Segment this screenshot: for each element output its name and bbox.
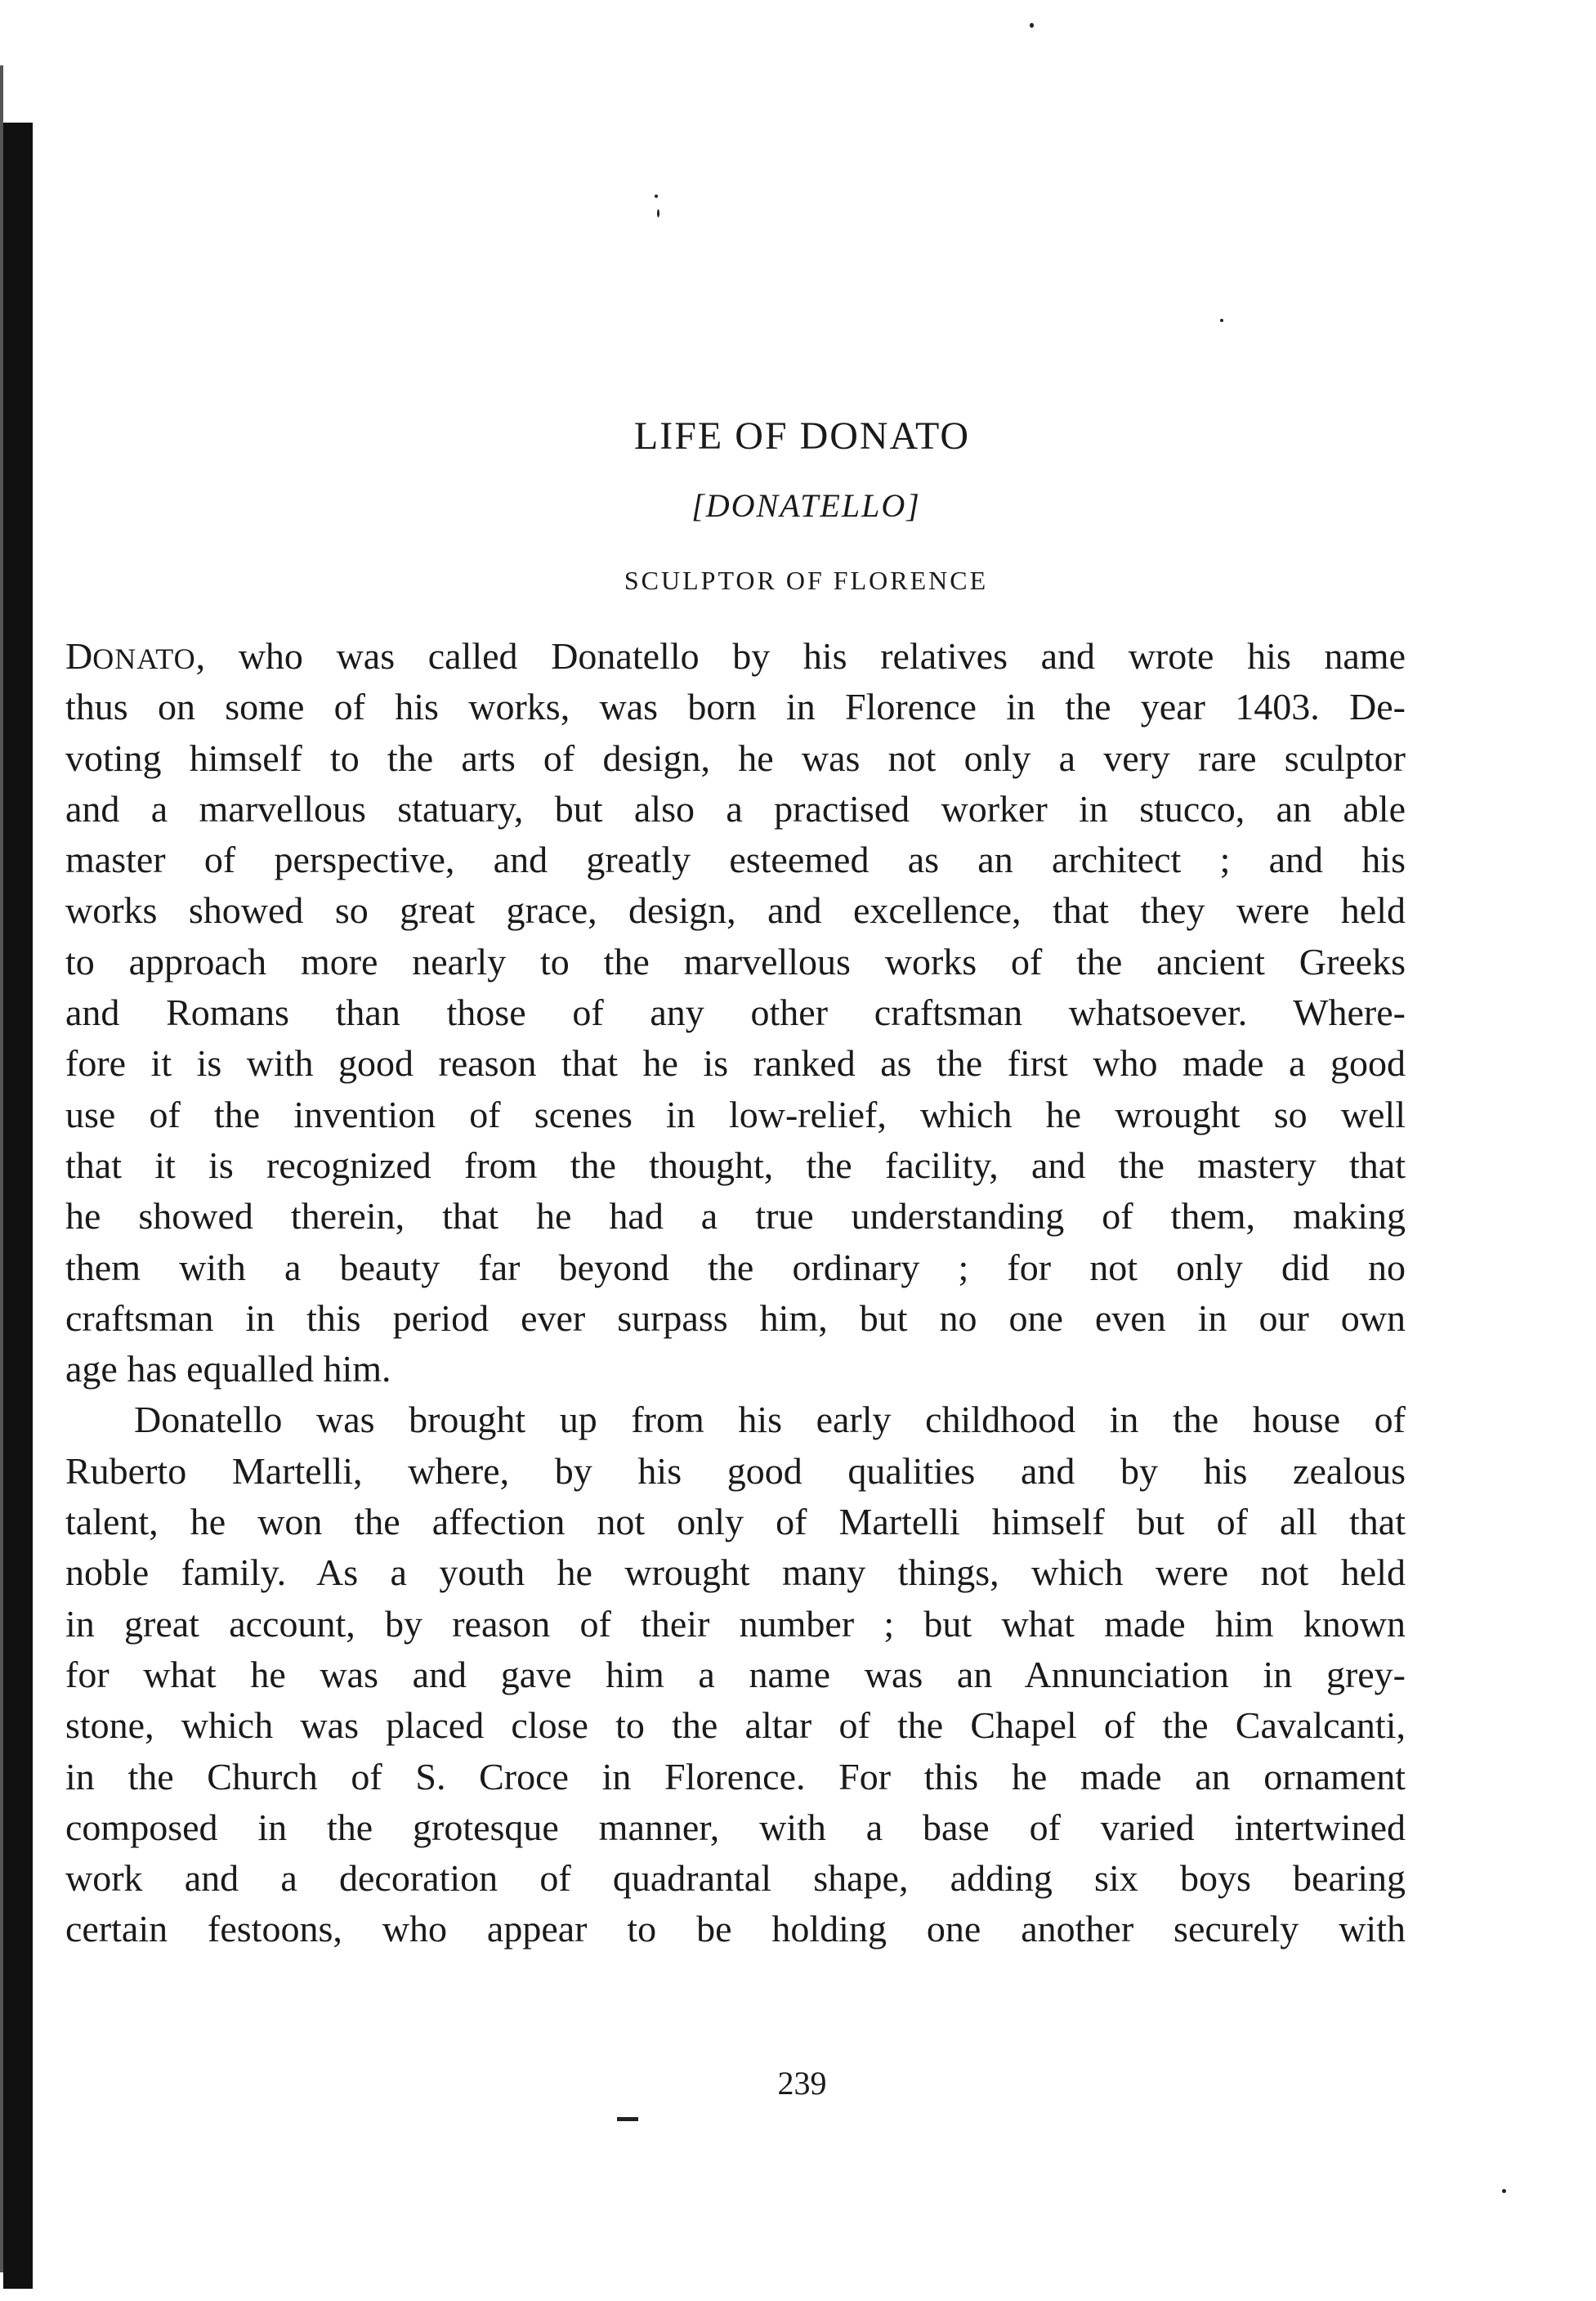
page-number: 239 <box>777 2065 827 2102</box>
drop-cap: D <box>65 635 93 677</box>
ink-speck <box>1030 23 1034 28</box>
text-line: in the Church of S. Croce in Florence. For this he made an ornament <box>65 1755 1406 1797</box>
text-line: and a marvellous statuary, but also a practised worker in stucco, an able <box>65 787 1406 830</box>
text-line: work and a decoration of quadrantal shape, adding six boys bearing <box>65 1857 1406 1900</box>
text-line: talent, he won the affection not only of Martelli himself but of all that <box>65 1501 1406 1543</box>
paragraph-2 <box>65 1394 1406 1954</box>
text-line: master of perspective, and greatly esteemed as an architect ; and his <box>65 839 1406 881</box>
chapter-title: LIFE OF DONATO <box>633 414 971 458</box>
text-line: that it is recognized from the thought, the facility, and the mastery that <box>65 1144 1406 1186</box>
paragraph-1 <box>65 631 1406 1394</box>
text-line: to approach more nearly to the marvellous works of the ancient Greeks <box>65 940 1406 983</box>
print-mark <box>617 2117 638 2121</box>
text-line: in great account, by reason of their number ; but what made him known <box>65 1602 1406 1645</box>
text-line: use of the invention of scenes in low-relief, which he wrought so well <box>65 1093 1406 1135</box>
text-line <box>65 631 1406 682</box>
text-line: Donatello was brought up from his early childhood in the house of <box>134 1399 1406 1441</box>
first-line-rest: ONATO, who was called Donatello by his relatives and wrote his name <box>92 635 1406 677</box>
ink-speck <box>1220 319 1223 322</box>
text-line: stone, which was placed close to the altar of the Chapel of the Cavalcanti, <box>65 1704 1406 1747</box>
text-line: works showed so great grace, design, and excellence, that they were held <box>65 889 1406 932</box>
ink-speck <box>657 209 659 217</box>
ink-speck <box>655 195 658 198</box>
text-line: for what he was and gave him a name was an Annunciation in grey- <box>65 1653 1406 1695</box>
chapter-description: SCULPTOR OF FLORENCE <box>624 566 989 595</box>
text-line: certain festoons, who appear to be holding one another securely with <box>65 1908 1406 1950</box>
text-line: age has equalled him. <box>65 1348 391 1390</box>
text-line: craftsman in this period ever surpass him, but no one even in our own <box>65 1296 1406 1339</box>
body-text <box>65 631 1406 1955</box>
text-line: them with a beauty far beyond the ordinary ; for not only did no <box>65 1246 1406 1288</box>
text-line: thus on some of his works, was born in Florence in the year 1403. De- <box>65 686 1406 728</box>
chapter-subtitle: [DONATELLO] <box>691 487 921 524</box>
text-line: composed in the grotesque manner, with a base of varied intertwined <box>65 1806 1406 1848</box>
text-line: he showed therein, that he had a true understanding of them, making <box>65 1195 1406 1238</box>
text-line: voting himself to the arts of design, he was not only a very rare sculptor <box>65 736 1406 779</box>
text-line: Ruberto Martelli, where, by his good qualities and by his zealous <box>65 1449 1406 1492</box>
text-line: noble family. As a youth he wrought many things, which were not held <box>65 1551 1406 1594</box>
text-line: and Romans than those of any other craftsman whatsoever. Where- <box>65 992 1406 1034</box>
text-line: fore it is with good reason that he is ranked as the first who made a good <box>65 1042 1406 1085</box>
ink-speck <box>1502 2189 1506 2193</box>
